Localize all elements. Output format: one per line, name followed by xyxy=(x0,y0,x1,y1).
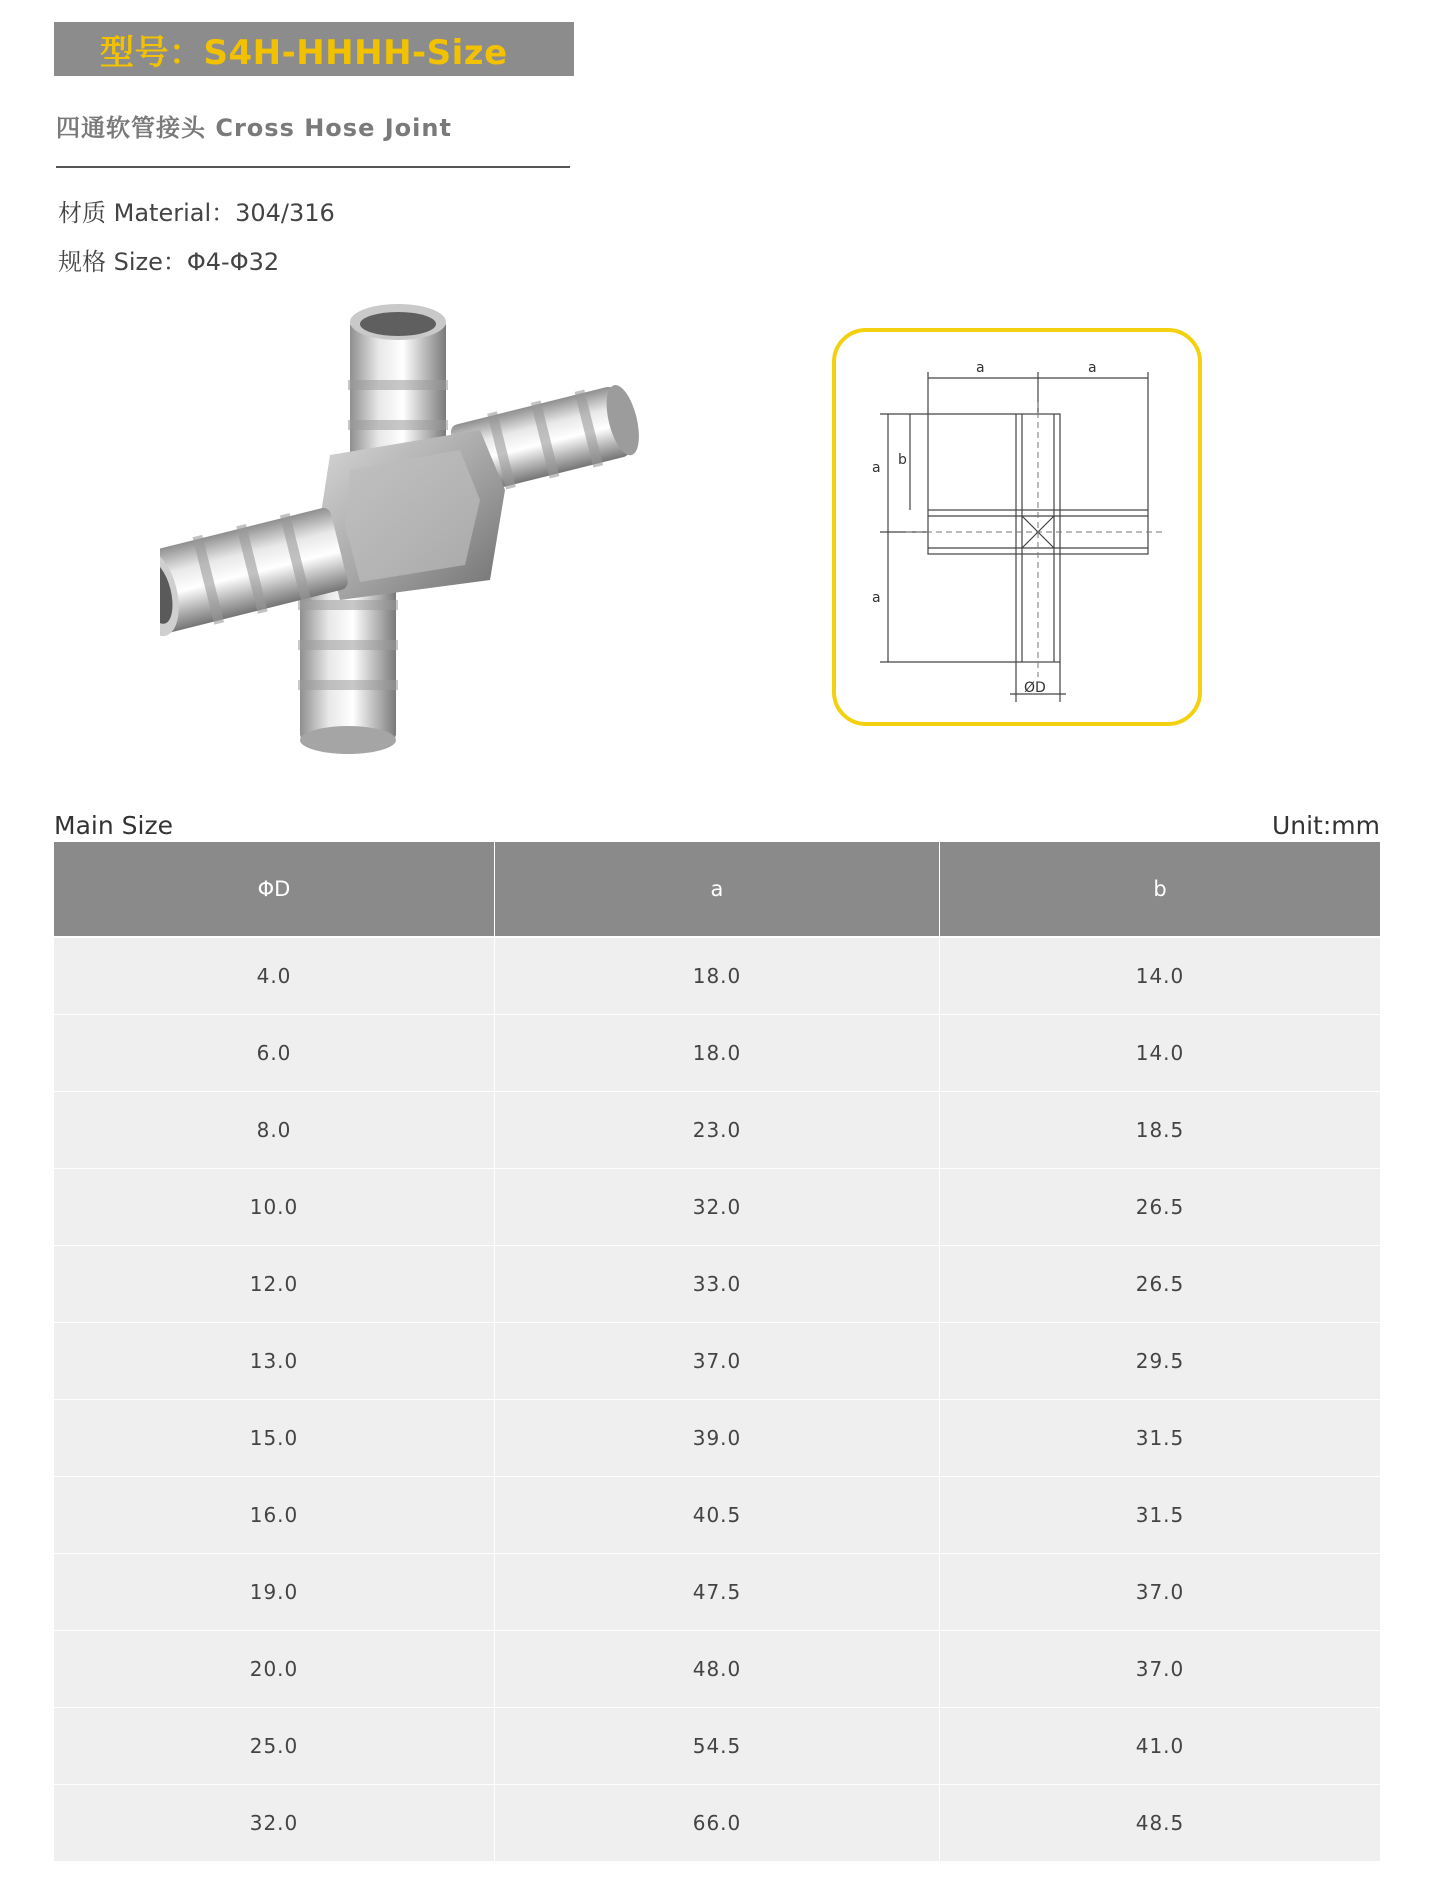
table-header-row xyxy=(54,842,1380,937)
cell-diameter: 12.0 xyxy=(54,1246,495,1323)
table-caption: Main Size xyxy=(54,811,173,840)
cell-diameter: 10.0 xyxy=(54,1169,495,1246)
product-photo xyxy=(160,300,680,760)
table-row xyxy=(54,1400,1380,1477)
table-row xyxy=(54,1246,1380,1323)
cell-diameter: 19.0 xyxy=(54,1554,495,1631)
cell-diameter: 15.0 xyxy=(54,1400,495,1477)
cell-b: 29.5 xyxy=(939,1323,1380,1400)
cell-diameter: 4.0 xyxy=(54,937,495,1015)
table-row xyxy=(54,1015,1380,1092)
table-row xyxy=(54,1477,1380,1554)
cell-a: 37.0 xyxy=(495,1323,940,1400)
size-spec: 规格 Size：Φ4-Φ32 xyxy=(58,248,280,276)
table-row xyxy=(54,1169,1380,1246)
drawing-label-a-top-right: a xyxy=(1088,360,1097,376)
cell-b: 26.5 xyxy=(939,1169,1380,1246)
table-row xyxy=(54,1785,1380,1862)
cell-a: 66.0 xyxy=(495,1785,940,1862)
table-row xyxy=(54,1708,1380,1785)
cell-b: 31.5 xyxy=(939,1477,1380,1554)
cell-a: 48.0 xyxy=(495,1631,940,1708)
table-row xyxy=(54,1092,1380,1169)
cell-diameter: 32.0 xyxy=(54,1785,495,1862)
drawing-label-a-top-left: a xyxy=(976,360,985,376)
cell-a: 33.0 xyxy=(495,1246,940,1323)
technical-drawing xyxy=(832,328,1202,726)
model-label: 型号：S4H-HHHH-Size xyxy=(100,32,508,73)
cell-b: 14.0 xyxy=(939,937,1380,1015)
cell-diameter: 25.0 xyxy=(54,1708,495,1785)
table-row xyxy=(54,1554,1380,1631)
table-row xyxy=(54,1323,1380,1400)
product-subtitle: 四通软管接头 Cross Hose Joint xyxy=(56,114,452,142)
drawing-label-b: b xyxy=(898,452,907,468)
cell-diameter: 13.0 xyxy=(54,1323,495,1400)
table-row xyxy=(54,1631,1380,1708)
cell-b: 37.0 xyxy=(939,1554,1380,1631)
cell-b: 31.5 xyxy=(939,1400,1380,1477)
cell-b: 41.0 xyxy=(939,1708,1380,1785)
header-b: b xyxy=(939,842,1380,937)
header-a: a xyxy=(495,842,940,937)
size-table xyxy=(54,842,1380,1861)
cell-b: 18.5 xyxy=(939,1092,1380,1169)
cell-diameter: 20.0 xyxy=(54,1631,495,1708)
cell-a: 18.0 xyxy=(495,1015,940,1092)
material-spec: 材质 Material：304/316 xyxy=(58,199,335,227)
table-row xyxy=(54,937,1380,1015)
cell-a: 54.5 xyxy=(495,1708,940,1785)
cell-a: 39.0 xyxy=(495,1400,940,1477)
cell-a: 32.0 xyxy=(495,1169,940,1246)
cell-a: 23.0 xyxy=(495,1092,940,1169)
cell-b: 37.0 xyxy=(939,1631,1380,1708)
cell-diameter: 6.0 xyxy=(54,1015,495,1092)
subtitle-divider xyxy=(56,166,570,168)
cell-a: 47.5 xyxy=(495,1554,940,1631)
cell-diameter: 8.0 xyxy=(54,1092,495,1169)
cell-a: 18.0 xyxy=(495,937,940,1015)
table-unit: Unit:mm xyxy=(1271,811,1380,840)
cell-a: 40.5 xyxy=(495,1477,940,1554)
cell-b: 26.5 xyxy=(939,1246,1380,1323)
cell-b: 14.0 xyxy=(939,1015,1380,1092)
cell-b: 48.5 xyxy=(939,1785,1380,1862)
cell-diameter: 16.0 xyxy=(54,1477,495,1554)
model-badge xyxy=(54,22,574,76)
drawing-label-diameter: ØD xyxy=(1024,680,1046,696)
header-diameter: ΦD xyxy=(54,842,495,937)
drawing-label-a-left-lower: a xyxy=(872,590,881,606)
drawing-label-a-left-upper: a xyxy=(872,460,881,476)
